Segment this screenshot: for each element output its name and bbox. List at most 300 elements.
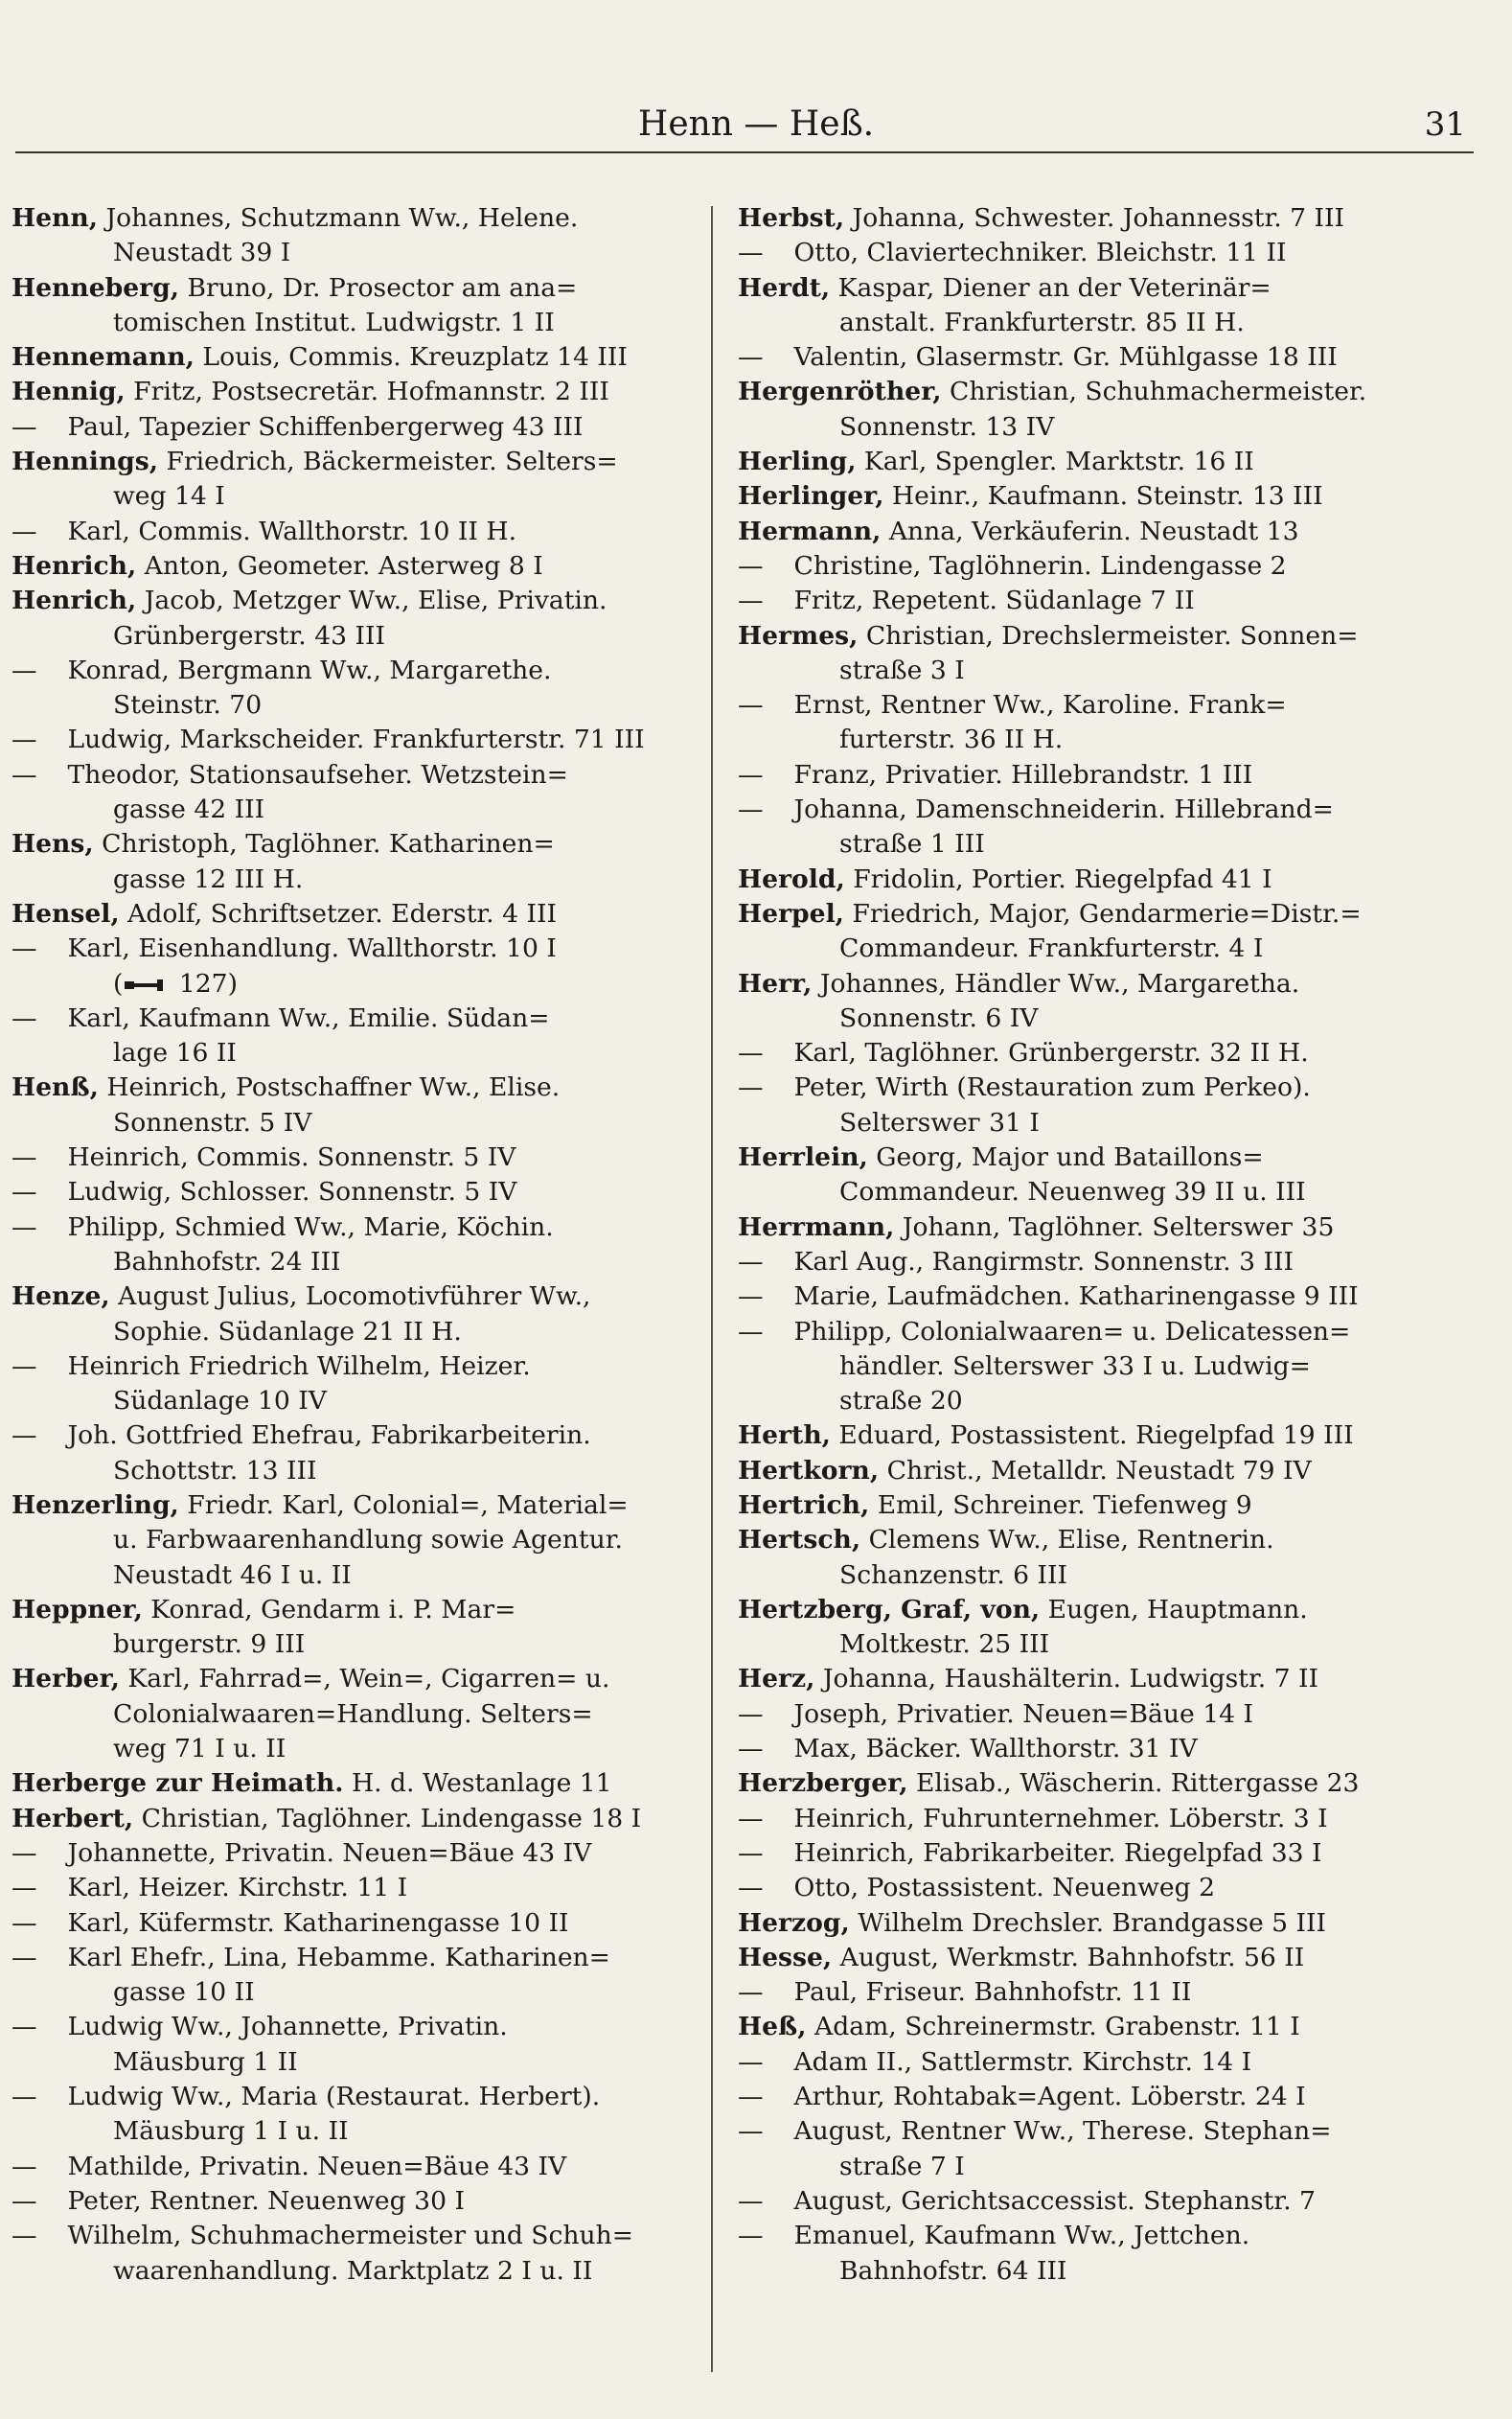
- surname: Herold,: [738, 864, 845, 894]
- entry-text: Ernst, Rentner Ww., Karoline. Frank=: [793, 690, 1287, 721]
- surname: Henß,: [11, 1072, 99, 1103]
- entry-continuation-line: [11, 2254, 686, 2289]
- repeat-dash: —: [11, 411, 37, 442]
- repeat-dash: —: [738, 1072, 764, 1103]
- entry-text: Paul, Friseur. Bahnhofstr. 11 II: [793, 1977, 1192, 2008]
- entry-continuation-line: [11, 1454, 686, 1488]
- entry-first-line: [738, 1210, 1412, 1245]
- entry-text: Karl, Commis. Wallthorstr. 10 II H.: [67, 516, 517, 546]
- directory-entry: [11, 2010, 686, 2080]
- entry-text: Neustadt 39 I: [113, 238, 291, 268]
- directory-entry: [738, 1071, 1412, 1140]
- entry-text: Joh. Gottfried Ehefrau, Fabrikarbeiterin.: [67, 1420, 591, 1451]
- entry-first-line: [738, 1697, 1412, 1732]
- repeat-dash: —: [11, 1177, 37, 1208]
- entry-first-line: [11, 2184, 686, 2219]
- entry-first-line: [11, 1662, 686, 1696]
- entry-text: Neustadt 46 I u. II: [113, 1559, 352, 1590]
- entry-text: Konrad, Gendarm i. P. Mar=: [150, 1594, 516, 1624]
- entry-text: Christine, Taglöhnerin. Lindengasse 2: [793, 550, 1287, 581]
- directory-entry: [738, 479, 1412, 514]
- repeat-dash: —: [738, 1038, 764, 1069]
- surname: Herzberger,: [738, 1768, 908, 1799]
- entry-first-line: [11, 758, 686, 793]
- directory-entry: [11, 2219, 686, 2289]
- directory-entry: [738, 1732, 1412, 1766]
- repeat-dash: —: [11, 2151, 37, 2181]
- entry-text: Ludwig Ww., Johannette, Privatin.: [67, 2012, 508, 2042]
- entry-text: Commandeur. Frankfurterstr. 4 I: [839, 933, 1264, 964]
- entry-first-line: [738, 793, 1412, 827]
- directory-entry: [738, 1140, 1412, 1210]
- directory-entry: [738, 2045, 1412, 2080]
- entry-continuation-line: [738, 2254, 1412, 2289]
- surname: Hennings,: [11, 447, 158, 477]
- directory-entry: [738, 1523, 1412, 1593]
- directory-entry: [738, 863, 1412, 897]
- directory-entry: [738, 1836, 1412, 1871]
- entry-text: Emanuel, Kaufmann Ww., Jettchen.: [793, 2221, 1250, 2251]
- repeat-dash: —: [11, 2221, 37, 2251]
- entry-first-line: [738, 897, 1412, 932]
- entry-first-line: [738, 1418, 1412, 1453]
- surname: Hensel,: [11, 898, 120, 929]
- entry-first-line: [738, 1975, 1412, 2010]
- entry-continuation-line: [738, 932, 1412, 966]
- surname: Henzerling,: [11, 1489, 179, 1520]
- directory-entry: [738, 2010, 1412, 2044]
- entry-text: Peter, Wirth (Restauration zum Perkeo).: [793, 1072, 1311, 1103]
- entry-first-line: [11, 1349, 686, 1384]
- directory-entry: [11, 515, 686, 549]
- repeat-dash: —: [738, 550, 764, 581]
- directory-entry: [11, 445, 686, 515]
- directory-entry: [738, 1245, 1412, 1279]
- entry-text: Heinrich, Fuhrunternehmer. Löberstr. 3 I: [793, 1803, 1328, 1833]
- entry-text: Kaspar, Diener an der Veterinär=: [837, 272, 1271, 303]
- directory-entry: [738, 1488, 1412, 1523]
- surname: Hens,: [11, 829, 94, 860]
- entry-text: August, Gerichtsaccessist. Stephanstr. 7: [793, 2185, 1316, 2216]
- directory-entry: [11, 723, 686, 757]
- page-number: 31: [1424, 105, 1466, 144]
- entry-text: weg 71 I u. II: [113, 1734, 286, 1764]
- directory-entry: [738, 1593, 1412, 1663]
- directory-entry: [738, 1210, 1412, 1245]
- entry-continuation-line: [11, 1523, 686, 1557]
- entry-text: Anton, Geometer. Asterweg 8 I: [144, 550, 543, 581]
- entry-first-line: [738, 2045, 1412, 2080]
- entry-text: waarenhandlung. Marktplatz 2 I u. II: [113, 2255, 593, 2286]
- entry-continuation-line: [11, 1732, 686, 1766]
- directory-entry: [738, 515, 1412, 549]
- entry-continuation-line: [11, 2045, 686, 2080]
- surname: Hermes,: [738, 620, 859, 651]
- directory-entry: [738, 236, 1412, 270]
- entry-text: Colonialwaaren=Handlung. Selters=: [113, 1698, 593, 1729]
- entry-text: weg 14 I: [113, 481, 225, 512]
- entry-text: straße 20: [839, 1386, 963, 1417]
- directory-entry: [11, 201, 686, 271]
- entry-text: Ludwig Ww., Maria (Restaurat. Herbert).: [67, 2082, 601, 2112]
- directory-entry: [11, 758, 686, 828]
- entry-text: Karl, Küfermstr. Katharinengasse 10 II: [67, 1907, 569, 1938]
- entry-text: burgerstr. 9 III: [113, 1629, 306, 1660]
- entry-first-line: [11, 515, 686, 549]
- directory-entry: [11, 1906, 686, 1941]
- entry-text: Johann, Taglöhner. Selterswег 35: [902, 1211, 1335, 1242]
- entry-text: Karl, Heizer. Kirchstr. 11 I: [67, 1873, 408, 1903]
- surname: Herbert,: [11, 1803, 134, 1833]
- directory-entry: [11, 1871, 686, 1905]
- surname: Hermann,: [738, 516, 882, 546]
- entry-text: Heinrich, Fabrikarbeiter. Riegelpfad 33 I: [793, 1837, 1322, 1868]
- column-divider: [711, 206, 713, 2372]
- entry-text: Arthur, Rohtabak=Agent. Löberstr. 24 I: [793, 2082, 1306, 2112]
- right-column: [738, 201, 1412, 2289]
- entry-first-line: [738, 236, 1412, 270]
- entry-text: Karl, Fahrrad=, Wein=, Cigarren= u.: [127, 1664, 610, 1694]
- entry-first-line: [11, 549, 686, 584]
- repeat-dash: —: [11, 759, 37, 790]
- entry-first-line: [738, 1315, 1412, 1349]
- entry-first-line: [738, 549, 1412, 584]
- entry-first-line: [738, 584, 1412, 618]
- entry-text: Karl, Eisenhandlung. Wallthorstr. 10 I: [67, 933, 557, 964]
- repeat-dash: —: [738, 2046, 764, 2077]
- repeat-dash: —: [11, 1350, 37, 1381]
- repeat-dash: —: [738, 1803, 764, 1833]
- entry-text: H. d. Westanlage 11: [351, 1768, 612, 1799]
- entry-continuation-line: [11, 1627, 686, 1662]
- entry-text: Sonnenstr. 5 IV: [113, 1107, 312, 1138]
- entry-continuation-line: [11, 1975, 686, 2010]
- repeat-dash: —: [11, 1420, 37, 1451]
- entry-first-line: [11, 340, 686, 375]
- directory-entry: [11, 897, 686, 932]
- entry-text: Mäusburg 1 II: [113, 2046, 298, 2077]
- directory-entry: [11, 2150, 686, 2184]
- entry-text: August, Rentner Ww., Therese. Stephan=: [793, 2116, 1332, 2147]
- entry-continuation-line: [738, 723, 1412, 757]
- entry-first-line: [738, 1279, 1412, 1314]
- surname: Herdt,: [738, 272, 831, 303]
- entry-first-line: [738, 1802, 1412, 1836]
- entry-first-line: [738, 1836, 1412, 1871]
- entry-continuation-line: [11, 688, 686, 723]
- directory-entry: [738, 1418, 1412, 1453]
- repeat-dash: —: [11, 1002, 37, 1033]
- entry-text: Karl, Kaufmann Ww., Emilie. Südan=: [67, 1002, 550, 1033]
- entry-text: Karl, Taglöhner. Grünbergerstr. 32 II H.: [793, 1038, 1309, 1069]
- entry-first-line: [11, 1418, 686, 1453]
- entry-continuation-line: [11, 1697, 686, 1732]
- surname: Herzog,: [738, 1907, 850, 1938]
- repeat-dash: —: [11, 1942, 37, 1972]
- entry-first-line: [738, 688, 1412, 723]
- entry-first-line: [11, 827, 686, 862]
- entry-text: Paul, Tapezier Schiffenbergerweg 43 III: [67, 411, 584, 442]
- entry-text: Jacob, Metzger Ww., Elise, Privatin.: [144, 586, 607, 616]
- entry-continuation-line: [738, 1106, 1412, 1140]
- surname: Henrich,: [11, 550, 137, 581]
- directory-entry: [738, 445, 1412, 479]
- entry-text: Eduard, Postassistent. Riegelpfad 19 III: [838, 1420, 1354, 1451]
- entry-text: Südanlage 10 IV: [113, 1386, 327, 1417]
- entry-text: Commandeur. Neuenweg 39 II u. III: [839, 1177, 1306, 1208]
- entry-text: Georg, Major und Bataillons=: [876, 1142, 1264, 1173]
- repeat-dash: —: [738, 1734, 764, 1764]
- entry-first-line: [11, 897, 686, 932]
- surname: Hertsch,: [738, 1525, 861, 1555]
- surname: Herlinger,: [738, 481, 884, 512]
- repeat-dash: —: [11, 1211, 37, 1242]
- repeat-dash: —: [11, 516, 37, 546]
- directory-entry: [11, 549, 686, 584]
- entry-continuation-line: [738, 306, 1412, 340]
- entry-first-line: [738, 619, 1412, 654]
- entry-continuation-line: [738, 1627, 1412, 1662]
- telephone-icon: [123, 977, 171, 994]
- directory-entry: [738, 340, 1412, 375]
- directory-entry: [11, 1593, 686, 1663]
- entry-text: Ludwig, Schlosser. Sonnenstr. 5 IV: [67, 1177, 517, 1208]
- entry-continuation-line: [738, 1384, 1412, 1418]
- entry-text: straße 3 I: [839, 655, 965, 685]
- entry-text: August, Werkmstr. Bahnhofstr. 56 II: [839, 1942, 1305, 1972]
- entry-continuation-line: [738, 410, 1412, 445]
- entry-first-line: [738, 1140, 1412, 1175]
- surname: Herr,: [738, 968, 813, 999]
- directory-entry: [738, 2114, 1412, 2184]
- entry-first-line: [738, 2219, 1412, 2253]
- entry-text: Johannes, Schutzmann Ww., Helene.: [105, 203, 579, 233]
- entry-first-line: [11, 1906, 686, 1941]
- entry-text: Bahnhofstr. 24 III: [113, 1246, 341, 1277]
- entry-first-line: [11, 445, 686, 479]
- repeat-dash: —: [738, 342, 764, 373]
- directory-entry: [11, 584, 686, 654]
- surname: Herling,: [738, 447, 857, 477]
- entry-first-line: [11, 584, 686, 618]
- entry-text: Moltkestr. 25 III: [839, 1629, 1050, 1660]
- directory-entry: [738, 897, 1412, 967]
- repeat-dash: —: [11, 933, 37, 964]
- entry-text: Anna, Verkäuferin. Neustadt 13: [888, 516, 1299, 546]
- entry-text: Max, Bäcker. Wallthorstr. 31 IV: [793, 1734, 1198, 1764]
- entry-text: Peter, Rentner. Neuenweg 30 I: [67, 2185, 465, 2216]
- entry-text: anstalt. Frankfurterstr. 85 II H.: [839, 307, 1245, 337]
- surname: Herz,: [738, 1664, 815, 1694]
- entry-text: Steinstr. 70: [113, 690, 263, 721]
- repeat-dash: —: [738, 759, 764, 790]
- repeat-dash: —: [738, 2185, 764, 2216]
- entry-text: Karl Ehefr., Lina, Hebamme. Katharinen=: [67, 1942, 610, 1972]
- entry-text: Adam, Schreinermstr. Grabenstr. 11 I: [813, 2012, 1300, 2042]
- surname: Henrich,: [11, 586, 137, 616]
- entry-text: Johannette, Privatin. Neuen=Bäue 43 IV: [67, 1837, 592, 1868]
- entry-first-line: [11, 410, 686, 445]
- entry-text: Christ., Metalldr. Neustadt 79 IV: [886, 1455, 1312, 1486]
- surname: Herpel,: [738, 898, 844, 929]
- entry-first-line: [738, 967, 1412, 1002]
- entry-first-line: [738, 2114, 1412, 2149]
- entry-text: furterstr. 36 II H.: [839, 725, 1064, 755]
- directory-entry: [738, 1662, 1412, 1696]
- directory-entry: [11, 1140, 686, 1175]
- entry-text: Ludwig, Markscheider. Frankfurterstr. 71 III: [67, 725, 645, 755]
- entry-first-line: [11, 1210, 686, 1245]
- left-column: [11, 201, 686, 2289]
- repeat-dash: —: [738, 1246, 764, 1277]
- entry-text: straße 1 III: [839, 829, 985, 860]
- surname: Hennemann,: [11, 342, 195, 373]
- repeat-dash: —: [738, 2221, 764, 2251]
- entry-text: Wilhelm Drechsler. Brandgasse 5 III: [858, 1907, 1327, 1938]
- entry-text: u. Farbwaarenhandlung sowie Agentur.: [113, 1525, 623, 1555]
- entry-first-line: [11, 1002, 686, 1036]
- repeat-dash: —: [738, 586, 764, 616]
- entry-first-line: [738, 1593, 1412, 1627]
- repeat-dash: —: [738, 2116, 764, 2147]
- directory-entry: [738, 1697, 1412, 1732]
- repeat-dash: —: [11, 2185, 37, 2216]
- surname: Herber,: [11, 1664, 120, 1694]
- entry-continuation-line: [11, 306, 686, 340]
- surname: Heppner,: [11, 1594, 143, 1624]
- entry-first-line: [738, 1488, 1412, 1523]
- entry-first-line: [738, 2010, 1412, 2044]
- entry-first-line: [11, 2080, 686, 2114]
- entry-first-line: [11, 1175, 686, 1210]
- entry-text: Mathilde, Privatin. Neuen=Bäue 43 IV: [67, 2151, 567, 2181]
- repeat-dash: —: [11, 1873, 37, 1903]
- entry-text: Heinr., Kaufmann. Steinstr. 13 III: [891, 481, 1323, 512]
- repeat-dash: —: [738, 690, 764, 721]
- entry-first-line: [11, 1279, 686, 1314]
- entry-continuation-line: [11, 1245, 686, 1279]
- entry-text: Friedrich, Major, Gendarmerie=Distr.=: [852, 898, 1362, 929]
- surname: Henneberg,: [11, 272, 180, 303]
- directory-entry: [738, 2219, 1412, 2289]
- page-header: [0, 96, 1512, 153]
- entry-first-line: [11, 1488, 686, 1523]
- entry-text: Karl Aug., Rangirmstr. Sonnenstr. 3 III: [793, 1246, 1294, 1277]
- entry-continuation-line: [11, 236, 686, 270]
- entry-text: straße 7 I: [839, 2151, 965, 2181]
- repeat-dash: —: [738, 1281, 764, 1312]
- entry-first-line: [738, 201, 1412, 236]
- entry-continuation-line: [738, 1558, 1412, 1593]
- entry-text: Joseph, Privatier. Neuen=Bäue 14 I: [793, 1698, 1253, 1729]
- entry-first-line: [738, 863, 1412, 897]
- surname: Henn,: [11, 203, 98, 233]
- entry-text: Christian, Taglöhner. Lindengasse 18 I: [141, 1803, 642, 1833]
- directory-entry: [738, 619, 1412, 689]
- surname: Herrmann,: [738, 1211, 895, 1242]
- entry-text: Elisab., Wäscherin. Rittergasse 23: [916, 1768, 1360, 1799]
- entry-text: Johanna, Damenschneiderin. Hillebrand=: [793, 795, 1334, 825]
- surname: Hertzberg, Graf, von,: [738, 1594, 1041, 1624]
- entry-first-line: [11, 1071, 686, 1105]
- directory-entry: [738, 1454, 1412, 1488]
- entry-text: ( 127): [113, 968, 238, 999]
- directory-entry: [11, 1802, 686, 1836]
- directory-entry: [11, 2080, 686, 2150]
- entry-text: Grünbergerstr. 43 III: [113, 620, 385, 651]
- directory-entry: [738, 1766, 1412, 1801]
- repeat-dash: —: [738, 238, 764, 268]
- directory-entry: [11, 1175, 686, 1210]
- directory-entry: [738, 1279, 1412, 1314]
- directory-entry: [11, 375, 686, 409]
- directory-entry: [11, 1662, 686, 1766]
- entry-text: Valentin, Glasermstr. Gr. Mühlgasse 18 III: [793, 342, 1338, 373]
- surname: Herth,: [738, 1420, 831, 1451]
- surname: Hertrich,: [738, 1489, 870, 1520]
- entry-first-line: [738, 445, 1412, 479]
- directory-entry: [738, 2080, 1412, 2114]
- directory-entry: [738, 201, 1412, 236]
- entry-first-line: [11, 1941, 686, 1975]
- entry-continuation-line: [11, 619, 686, 654]
- entry-first-line: [11, 1871, 686, 1905]
- entry-first-line: [11, 932, 686, 966]
- entry-text: Fritz, Postsecretär. Hofmannstr. 2 III: [133, 377, 609, 407]
- entry-text: händler. Selterswег 33 I u. Ludwig=: [839, 1350, 1311, 1381]
- directory-entry: [738, 1315, 1412, 1419]
- directory-entry: [738, 549, 1412, 584]
- entry-first-line: [738, 1906, 1412, 1941]
- entry-first-line: [738, 1662, 1412, 1696]
- repeat-dash: —: [11, 2012, 37, 2042]
- entry-continuation-line: [11, 793, 686, 827]
- surname: Henze,: [11, 1281, 110, 1312]
- entry-first-line: [11, 2010, 686, 2044]
- directory-entry: [11, 1279, 686, 1349]
- repeat-dash: —: [11, 655, 37, 685]
- entry-text: Philipp, Schmied Ww., Marie, Köchin.: [67, 1211, 554, 1242]
- directory-entry: [11, 1071, 686, 1140]
- entry-first-line: [738, 2184, 1412, 2219]
- entry-first-line: [11, 271, 686, 306]
- directory-entry: [738, 584, 1412, 618]
- directory-entry: [738, 793, 1412, 863]
- entry-first-line: [11, 1766, 686, 1801]
- entry-first-line: [11, 201, 686, 236]
- entry-continuation-line: [11, 967, 686, 1002]
- repeat-dash: —: [738, 1873, 764, 1903]
- directory-entry: [11, 1941, 686, 2011]
- entry-first-line: [11, 2219, 686, 2253]
- entry-text: Wilhelm, Schuhmachermeister und Schuh=: [67, 2221, 634, 2251]
- entry-text: Bruno, Dr. Prosector am ana=: [187, 272, 578, 303]
- entry-continuation-line: [11, 1315, 686, 1349]
- surname: Herberge zur Heimath.: [11, 1768, 344, 1799]
- repeat-dash: —: [738, 795, 764, 825]
- directory-entry: [738, 1871, 1412, 1905]
- entry-first-line: [11, 654, 686, 688]
- surname: Heß,: [738, 2012, 807, 2042]
- directory-entry: [11, 654, 686, 724]
- directory-entry: [11, 1488, 686, 1593]
- entry-text: Fridolin, Portier. Riegelpfad 41 I: [853, 864, 1272, 894]
- entry-continuation-line: [11, 479, 686, 514]
- entry-text: Clemens Ww., Elise, Rentnerin.: [868, 1525, 1274, 1555]
- entry-text: August Julius, Locomotivführer Ww.,: [118, 1281, 591, 1312]
- directory-entry: [11, 271, 686, 341]
- directory-entry: [11, 932, 686, 1002]
